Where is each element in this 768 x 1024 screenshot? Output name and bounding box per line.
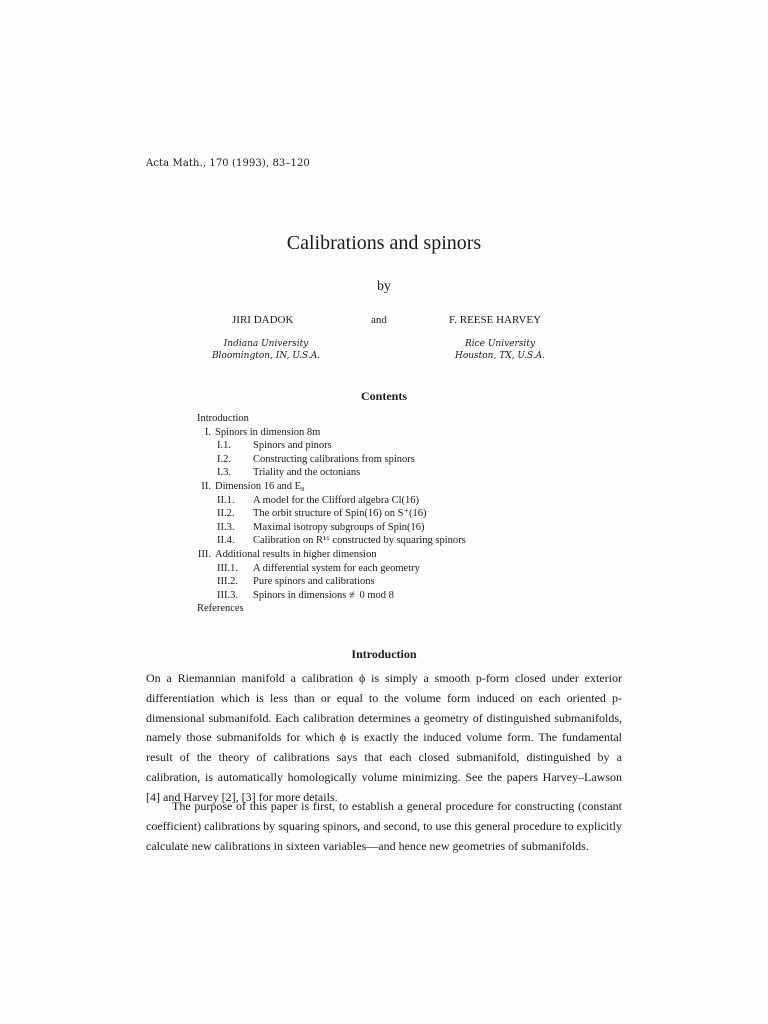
toc-entry	[197, 589, 466, 603]
toc-entry	[197, 494, 466, 508]
toc-entry	[197, 412, 466, 426]
toc-entry	[197, 439, 466, 453]
toc-entry	[197, 521, 466, 535]
toc-entry-number: I.3.	[217, 467, 231, 479]
toc-entry-number: I.	[204, 426, 211, 438]
toc-entry-number: II.4.	[217, 535, 235, 547]
introduction-heading: Introduction	[351, 647, 417, 661]
introduction-paragraph-1: On a Riemannian manifold a calibration ϕ is simply a smooth p-form closed under exterior differentiation which is less than or equal to the volume form induced on each oriented p-dimensional submanifold. Each calibration determines a geometry of distinguished submanifolds, namely those submanifolds for which ϕ is exactly the induced volume form. The fundamental result of the theory of calibrations says that each closed submanifold, distinguished by a calibration, is automatically homologically volume minimizing. See the papers Harvey–Lawson [4] and Harvey [2], [3] for more details.	[146, 671, 622, 804]
introduction-paragraph-2: The purpose of this paper is first, to establish a general procedure for constructing (constant coefficient) calibrations by squaring spinors, and second, to use this general procedure to explicitly calculate new calibrations in sixteen variables—and hence new geometries of submanifolds.	[146, 799, 622, 853]
toc-entry-number: III.3.	[217, 589, 238, 601]
affiliation-institution: Indiana University	[223, 339, 309, 349]
toc-entry-title: Additional results in higher dimension	[215, 548, 377, 560]
toc-entry	[197, 466, 466, 480]
toc-entry-title: Dimension 16 and E₈	[215, 480, 305, 492]
toc-entry-number: I.1.	[217, 440, 231, 452]
author-name-1: JIRI DADOK	[232, 314, 294, 326]
toc-entry-number: II.2.	[217, 508, 235, 520]
toc-entry-number: III.1.	[217, 562, 238, 574]
author-name-2: F. REESE HARVEY	[449, 314, 542, 326]
toc-entry	[197, 548, 466, 562]
toc-entry-title: Constructing calibrations from spinors	[253, 453, 415, 465]
toc-entry	[197, 575, 466, 589]
affiliation-location: Houston, TX, U.S.A.	[454, 351, 546, 361]
journal-reference: Acta Math., 170 (1993), 83–120	[146, 158, 310, 169]
toc-entry-number: III.2.	[217, 576, 238, 588]
toc-entry-title: The orbit structure of Spin(16) on S⁺(16)	[253, 508, 427, 520]
author-affiliation-1	[196, 338, 336, 362]
toc-entry-title: Triality and the octonians	[253, 467, 361, 479]
toc-entry-title: A model for the Clifford algebra Cl(16)	[253, 494, 420, 506]
affiliation-location: Bloomington, IN, U.S.A.	[211, 351, 321, 361]
toc-entry-title: A differential system for each geometry	[253, 562, 420, 574]
toc-entry-number: II.	[201, 480, 211, 492]
affiliation-institution: Rice University	[464, 339, 536, 349]
table-of-contents	[197, 412, 466, 616]
toc-entry-title: Introduction	[197, 413, 249, 424]
toc-entry	[197, 534, 466, 548]
toc-entry	[197, 426, 466, 440]
toc-entry	[197, 453, 466, 467]
toc-entry-title: Spinors and pinors	[253, 440, 332, 452]
toc-entry-title: Spinors in dimension 8m	[215, 426, 321, 438]
toc-entry	[197, 602, 466, 616]
toc-entry	[197, 562, 466, 576]
toc-entry-title: Calibration on R¹⁶ constructed by squaring spinors	[253, 535, 466, 547]
toc-entry-number: II.3.	[217, 521, 235, 533]
toc-entry	[197, 507, 466, 521]
toc-entry-number: III.	[197, 548, 211, 560]
by-line: by	[377, 279, 391, 294]
toc-entry-number: II.1.	[217, 494, 235, 506]
toc-entry-title: References	[197, 603, 244, 615]
toc-entry-number: I.2.	[217, 453, 231, 465]
toc-entry-title: Spinors in dimensions ≢0 mod 8	[253, 589, 394, 601]
paper-title: Calibrations and spinors	[286, 232, 482, 254]
toc-entry-title: Maximal isotropy subgroups of Spin(16)	[253, 521, 425, 533]
toc-entry	[197, 480, 466, 494]
contents-heading: Contents	[360, 389, 407, 403]
author-conjunction: and	[371, 314, 387, 326]
toc-entry-title: Pure spinors and calibrations	[253, 576, 375, 588]
author-affiliation-2	[430, 338, 570, 362]
